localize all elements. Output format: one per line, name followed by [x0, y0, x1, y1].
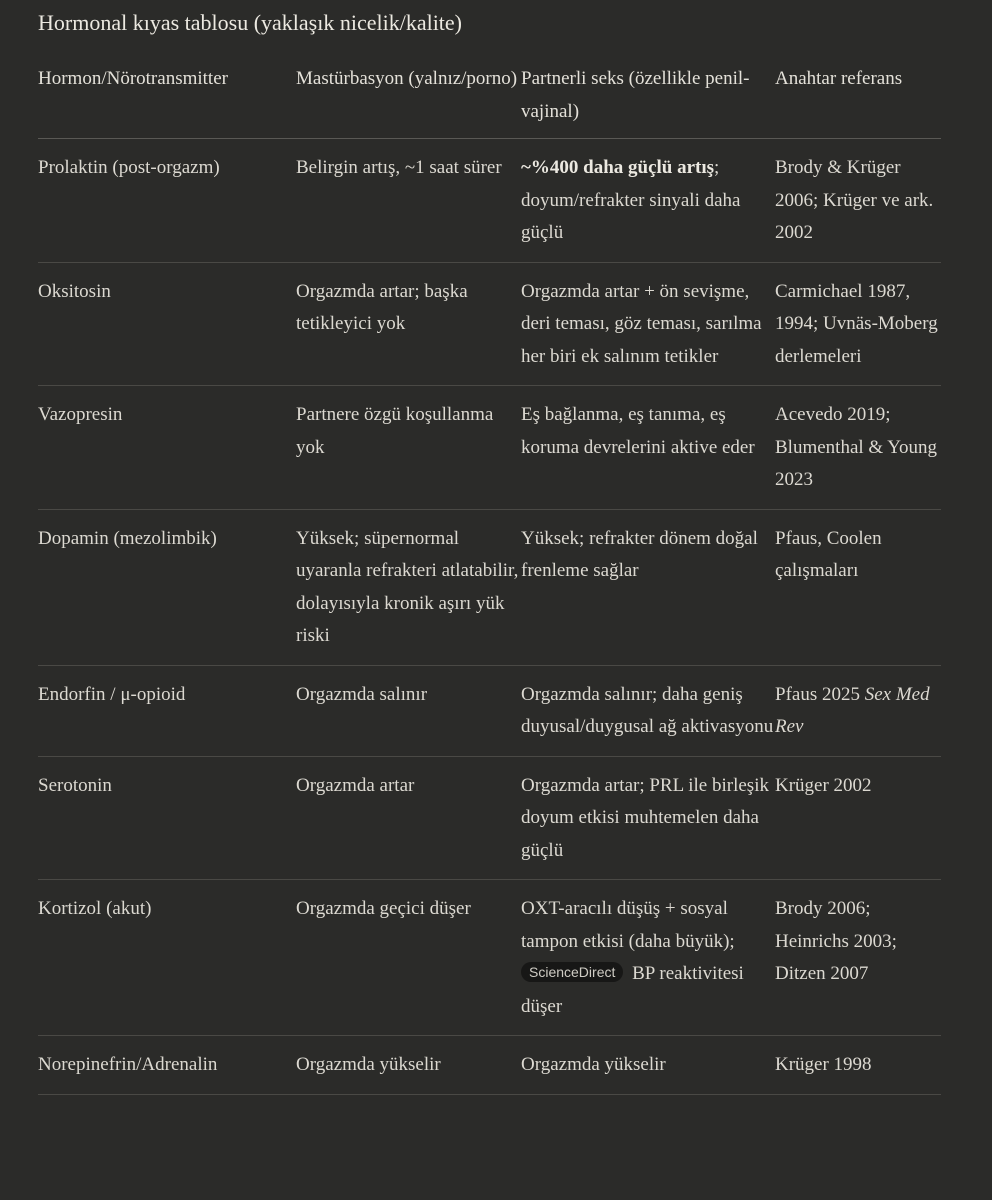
hormone-cell: Norepinefrin/Adrenalin: [38, 1036, 296, 1095]
reference-cell: Acevedo 2019; Blumenthal & Young 2023: [775, 386, 941, 510]
masturbation-cell: Belirgin artış, ~1 saat sürer: [296, 139, 521, 263]
hormone-cell: Vazopresin: [38, 386, 296, 510]
header-hormone: Hormon/Nörotransmitter: [38, 60, 296, 139]
table-row: [38, 386, 941, 510]
hormone-cell: Endorfin / μ-opioid: [38, 665, 296, 756]
partnered-cell: Eş bağlanma, eş tanıma, eş koruma devrelerini aktive eder: [521, 386, 775, 510]
masturbation-cell: Orgazmda yükselir: [296, 1036, 521, 1095]
masturbation-cell: Partnere özgü koşullanma yok: [296, 386, 521, 510]
masturbation-cell: Yüksek; süpernormal uyaranla refrakteri atlatabilir, dolayısıyla kronik aşırı yük riski: [296, 509, 521, 665]
reference-cell: Carmichael 1987, 1994; Uvnäs-Moberg derlemeleri: [775, 262, 941, 386]
page-title: Hormonal kıyas tablosu (yaklaşık nicelik/kalite): [38, 10, 463, 35]
partnered-text-after: BP reaktivitesi düşer: [521, 963, 744, 1017]
partnered-cell: Orgazmda artar; PRL ile birleşik doyum etkisi muhtemelen daha güçlü: [521, 756, 775, 880]
table-row: [38, 509, 941, 665]
hormone-cell: Oksitosin: [38, 262, 296, 386]
partnered-cell: [521, 880, 775, 1036]
table-row: [38, 262, 941, 386]
partnered-cell: Yüksek; refrakter dönem doğal frenleme sağlar: [521, 509, 775, 665]
hormone-cell: Prolaktin (post-orgazm): [38, 139, 296, 263]
reference-text: Pfaus 2025: [775, 683, 865, 705]
table-row: [38, 1036, 941, 1095]
table-row: [38, 665, 941, 756]
partnered-text: ; doyum/refrakter sinyali daha güçlü: [521, 157, 741, 243]
reference-cell: Krüger 1998: [775, 1036, 941, 1095]
partnered-cell: Orgazmda yükselir: [521, 1036, 775, 1095]
header-reference: Anahtar referans: [775, 60, 941, 139]
reference-cell: Pfaus, Coolen çalışmaları: [775, 509, 941, 665]
hormone-cell: Serotonin: [38, 756, 296, 880]
table-header-row: [38, 60, 941, 139]
journal-name: Sex Med Rev: [775, 683, 930, 737]
header-masturbation: Mastürbasyon (yalnız/porno): [296, 60, 521, 139]
hormone-comparison-table: [38, 60, 941, 1095]
masturbation-cell: Orgazmda geçici düşer: [296, 880, 521, 1036]
table-row: [38, 756, 941, 880]
sciencedirect-source-link[interactable]: ScienceDirect: [521, 962, 623, 982]
reference-cell: Krüger 2002: [775, 756, 941, 880]
partnered-cell: Orgazmda artar + ön sevişme, deri teması, göz teması, sarılma her biri ek salınım tetikler: [521, 262, 775, 386]
reference-cell: Brody & Krüger 2006; Krüger ve ark. 2002: [775, 139, 941, 263]
masturbation-cell: Orgazmda artar: [296, 756, 521, 880]
partnered-cell: [521, 139, 775, 263]
table-row: [38, 139, 941, 263]
masturbation-cell: Orgazmda salınır: [296, 665, 521, 756]
hormone-cell: Kortizol (akut): [38, 880, 296, 1036]
masturbation-cell: Orgazmda artar; başka tetikleyici yok: [296, 262, 521, 386]
header-partnered: Partnerli seks (özellikle penil-vajinal): [521, 60, 775, 139]
partnered-highlight: ~%400 daha güçlü artış: [521, 157, 715, 178]
partnered-cell: Orgazmda salınır; daha geniş duyusal/duygusal ağ aktivasyonu: [521, 665, 775, 756]
reference-cell: [775, 665, 941, 756]
partnered-text: OXT-aracılı düşüş + sosyal tampon etkisi (daha büyük);: [521, 898, 735, 952]
table-row: [38, 880, 941, 1036]
reference-cell: Brody 2006; Heinrichs 2003; Ditzen 2007: [775, 880, 941, 1036]
hormone-cell: Dopamin (mezolimbik): [38, 509, 296, 665]
